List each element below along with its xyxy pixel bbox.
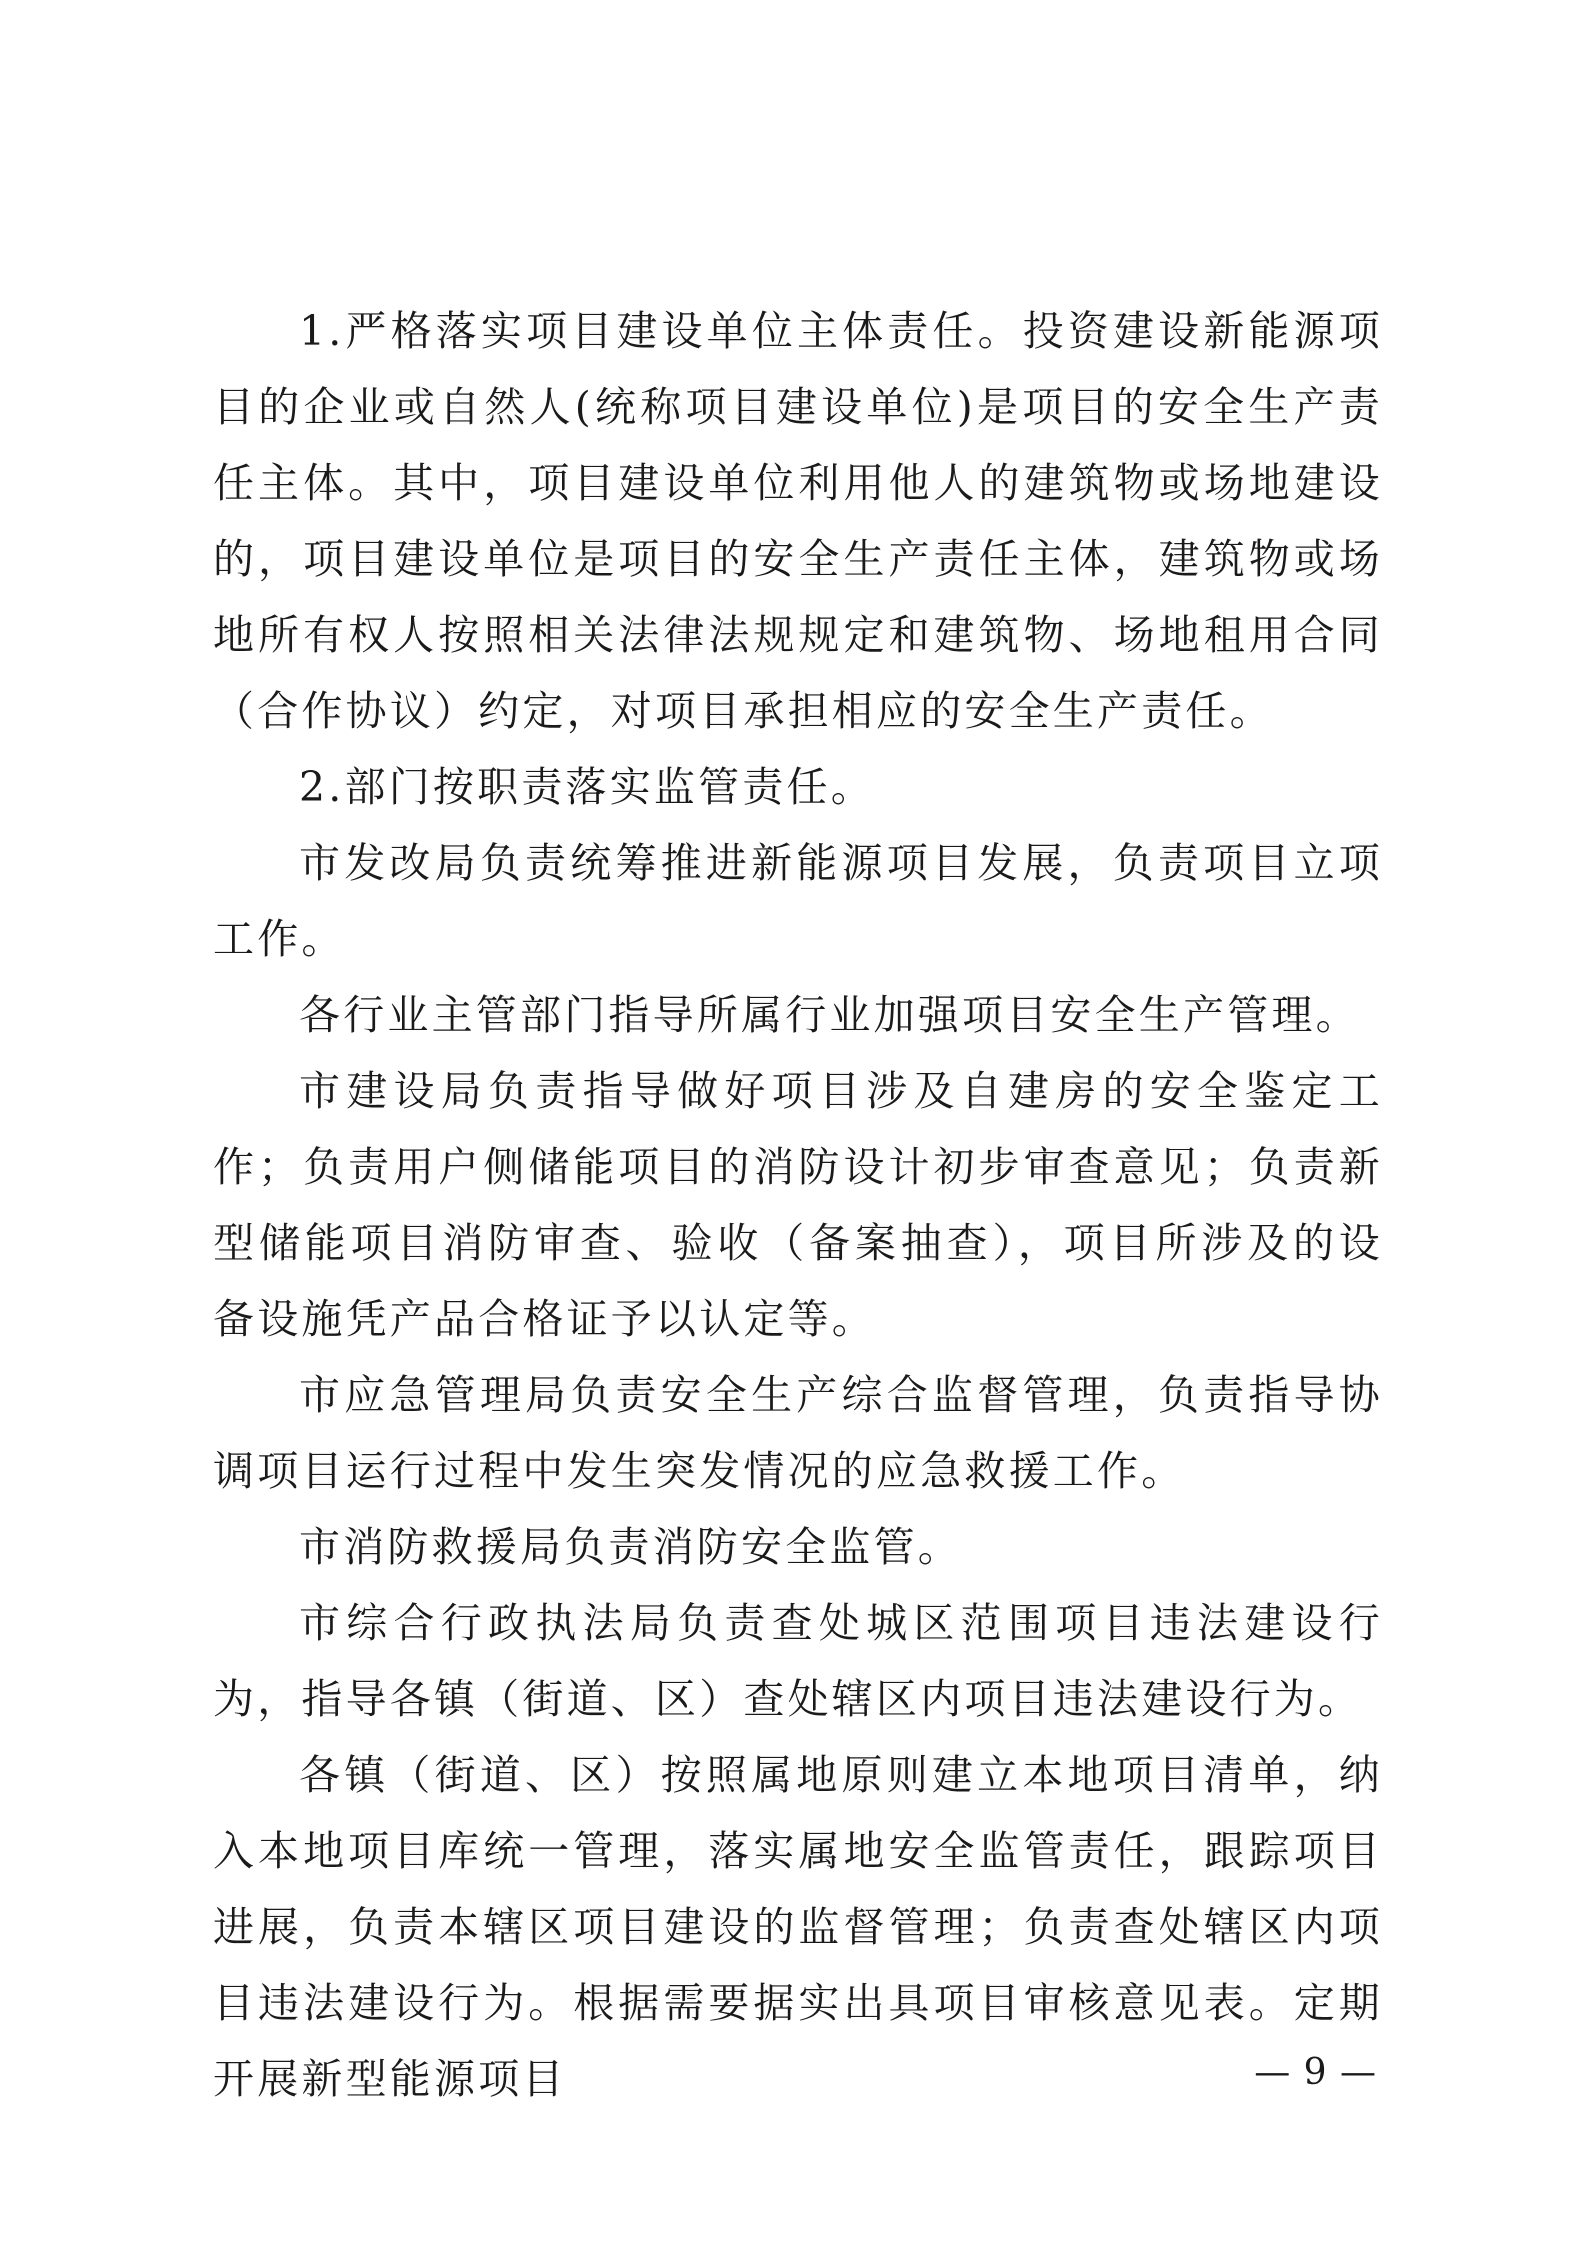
paragraph-1: 1.严格落实项目建设单位主体责任。投资建设新能源项目的企业或自然人(统称项目建设单位)是项目的安全生产责任主体。其中，项目建设单位利用他人的建筑物或场地建设的，项目建设单位是项目的安全生产责任主体，建筑物或场地所有权人按照相关法律法规规定和建筑物、场地租用合同（合作协议）约定，对项目承担相应的安全生产责任。 (213, 307, 1383, 735)
paragraph-9: 各镇（街道、区）按照属地原则建立本地项目清单，纳入本地项目库统一管理，落实属地安全监管责任，跟踪项目进展，负责本辖区项目建设的监督管理；负责查处辖区内项目违法建设行为。根据需要据实出具项目审核意见表。定期开展新型能源项目 (213, 1751, 1383, 2103)
body-text (213, 293, 1383, 2117)
paragraph-4: 各行业主管部门指导所属行业加强项目安全生产管理。 (299, 991, 1360, 1039)
paragraph-3: 市发改局负责统筹推进新能源项目发展，负责项目立项工作。 (213, 839, 1383, 963)
page-number: — 9 — (1254, 2052, 1377, 2093)
paragraph-7: 市消防救援局负责消防安全监管。 (299, 1523, 962, 1571)
paragraph-5: 市建设局负责指导做好项目涉及自建房的安全鉴定工作；负责用户侧储能项目的消防设计初步审查意见；负责新型储能项目消防审查、验收（备案抽查），项目所涉及的设备设施凭产品合格证予以认定等。 (213, 1067, 1383, 1343)
paragraph-6: 市应急管理局负责安全生产综合监督管理，负责指导协调项目运行过程中发生突发情况的应急救援工作。 (213, 1371, 1383, 1495)
paragraph-8: 市综合行政执法局负责查处城区范围项目违法建设行为，指导各镇（街道、区）查处辖区内项目违法建设行为。 (213, 1599, 1383, 1723)
paragraph-2: 2.部门按职责落实监管责任。 (299, 763, 875, 811)
